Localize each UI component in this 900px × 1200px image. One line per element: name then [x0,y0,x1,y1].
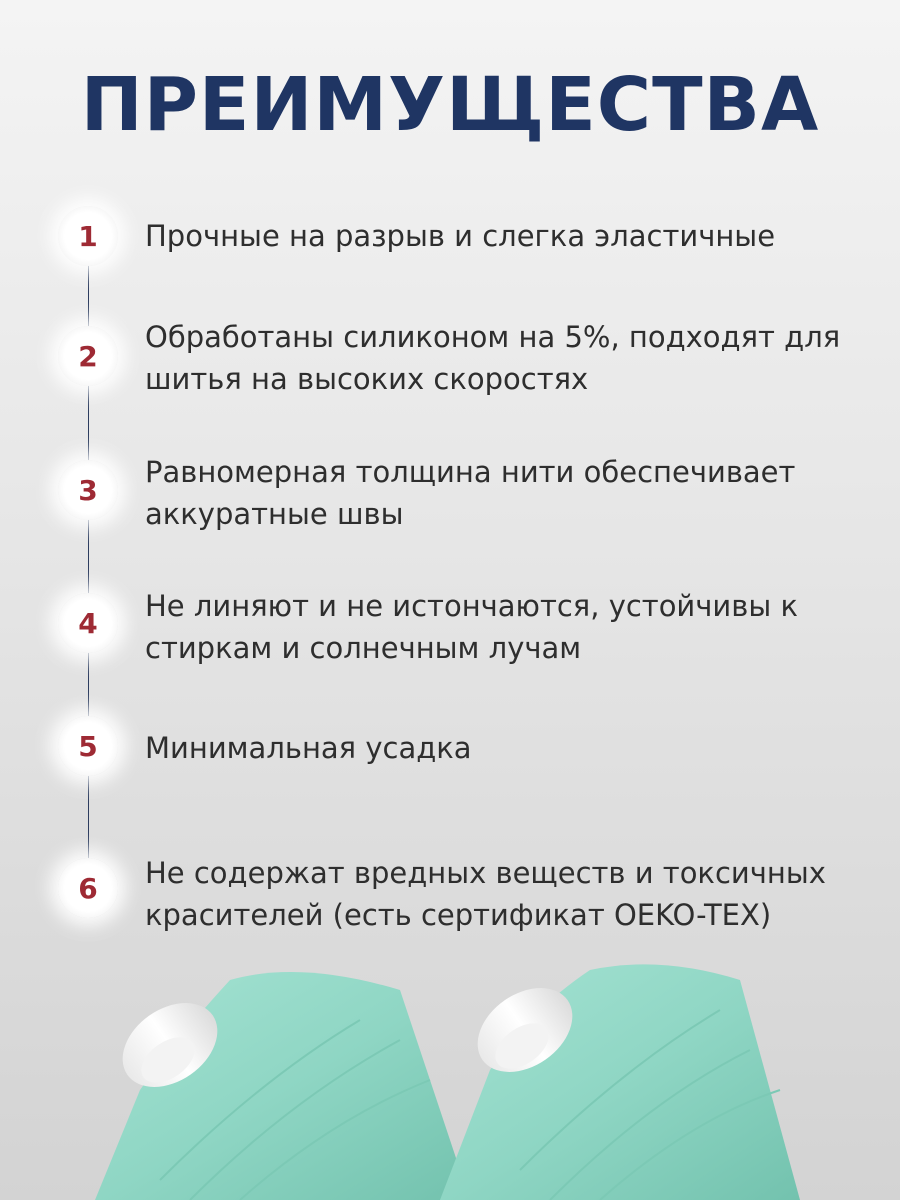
spool-left [95,972,470,1200]
advantage-text-4: Не линяют и не истончаются, устойчивы к стиркам и солнечным лучам [145,589,798,665]
advantage-text-6: Не содержат вредных веществ и токсичных красителей (есть сертификат OEKO-TEX) [145,856,826,932]
step-badge-4: 4 [58,593,118,653]
step-badge-6: 6 [58,858,118,918]
advantage-text-3: Равномерная толщина нити обеспечивает аккуратные швы [145,455,796,531]
advantage-text-2: Обработаны силиконом на 5%, подходят для шитья на высоких скоростях [145,320,841,396]
step-badge-2: 2 [58,326,118,386]
page-title: ПРЕИМУЩЕСТВА [80,62,820,148]
advantage-text-1: Прочные на разрыв и слегка эластичные [145,219,776,253]
advantage-text-5: Минимальная усадка [145,731,472,765]
step-badge-3: 3 [58,460,118,520]
spool-right [440,964,800,1200]
step-badge-1: 1 [58,206,118,266]
thread-spools-image [0,960,900,1200]
step-badge-5: 5 [58,716,118,776]
